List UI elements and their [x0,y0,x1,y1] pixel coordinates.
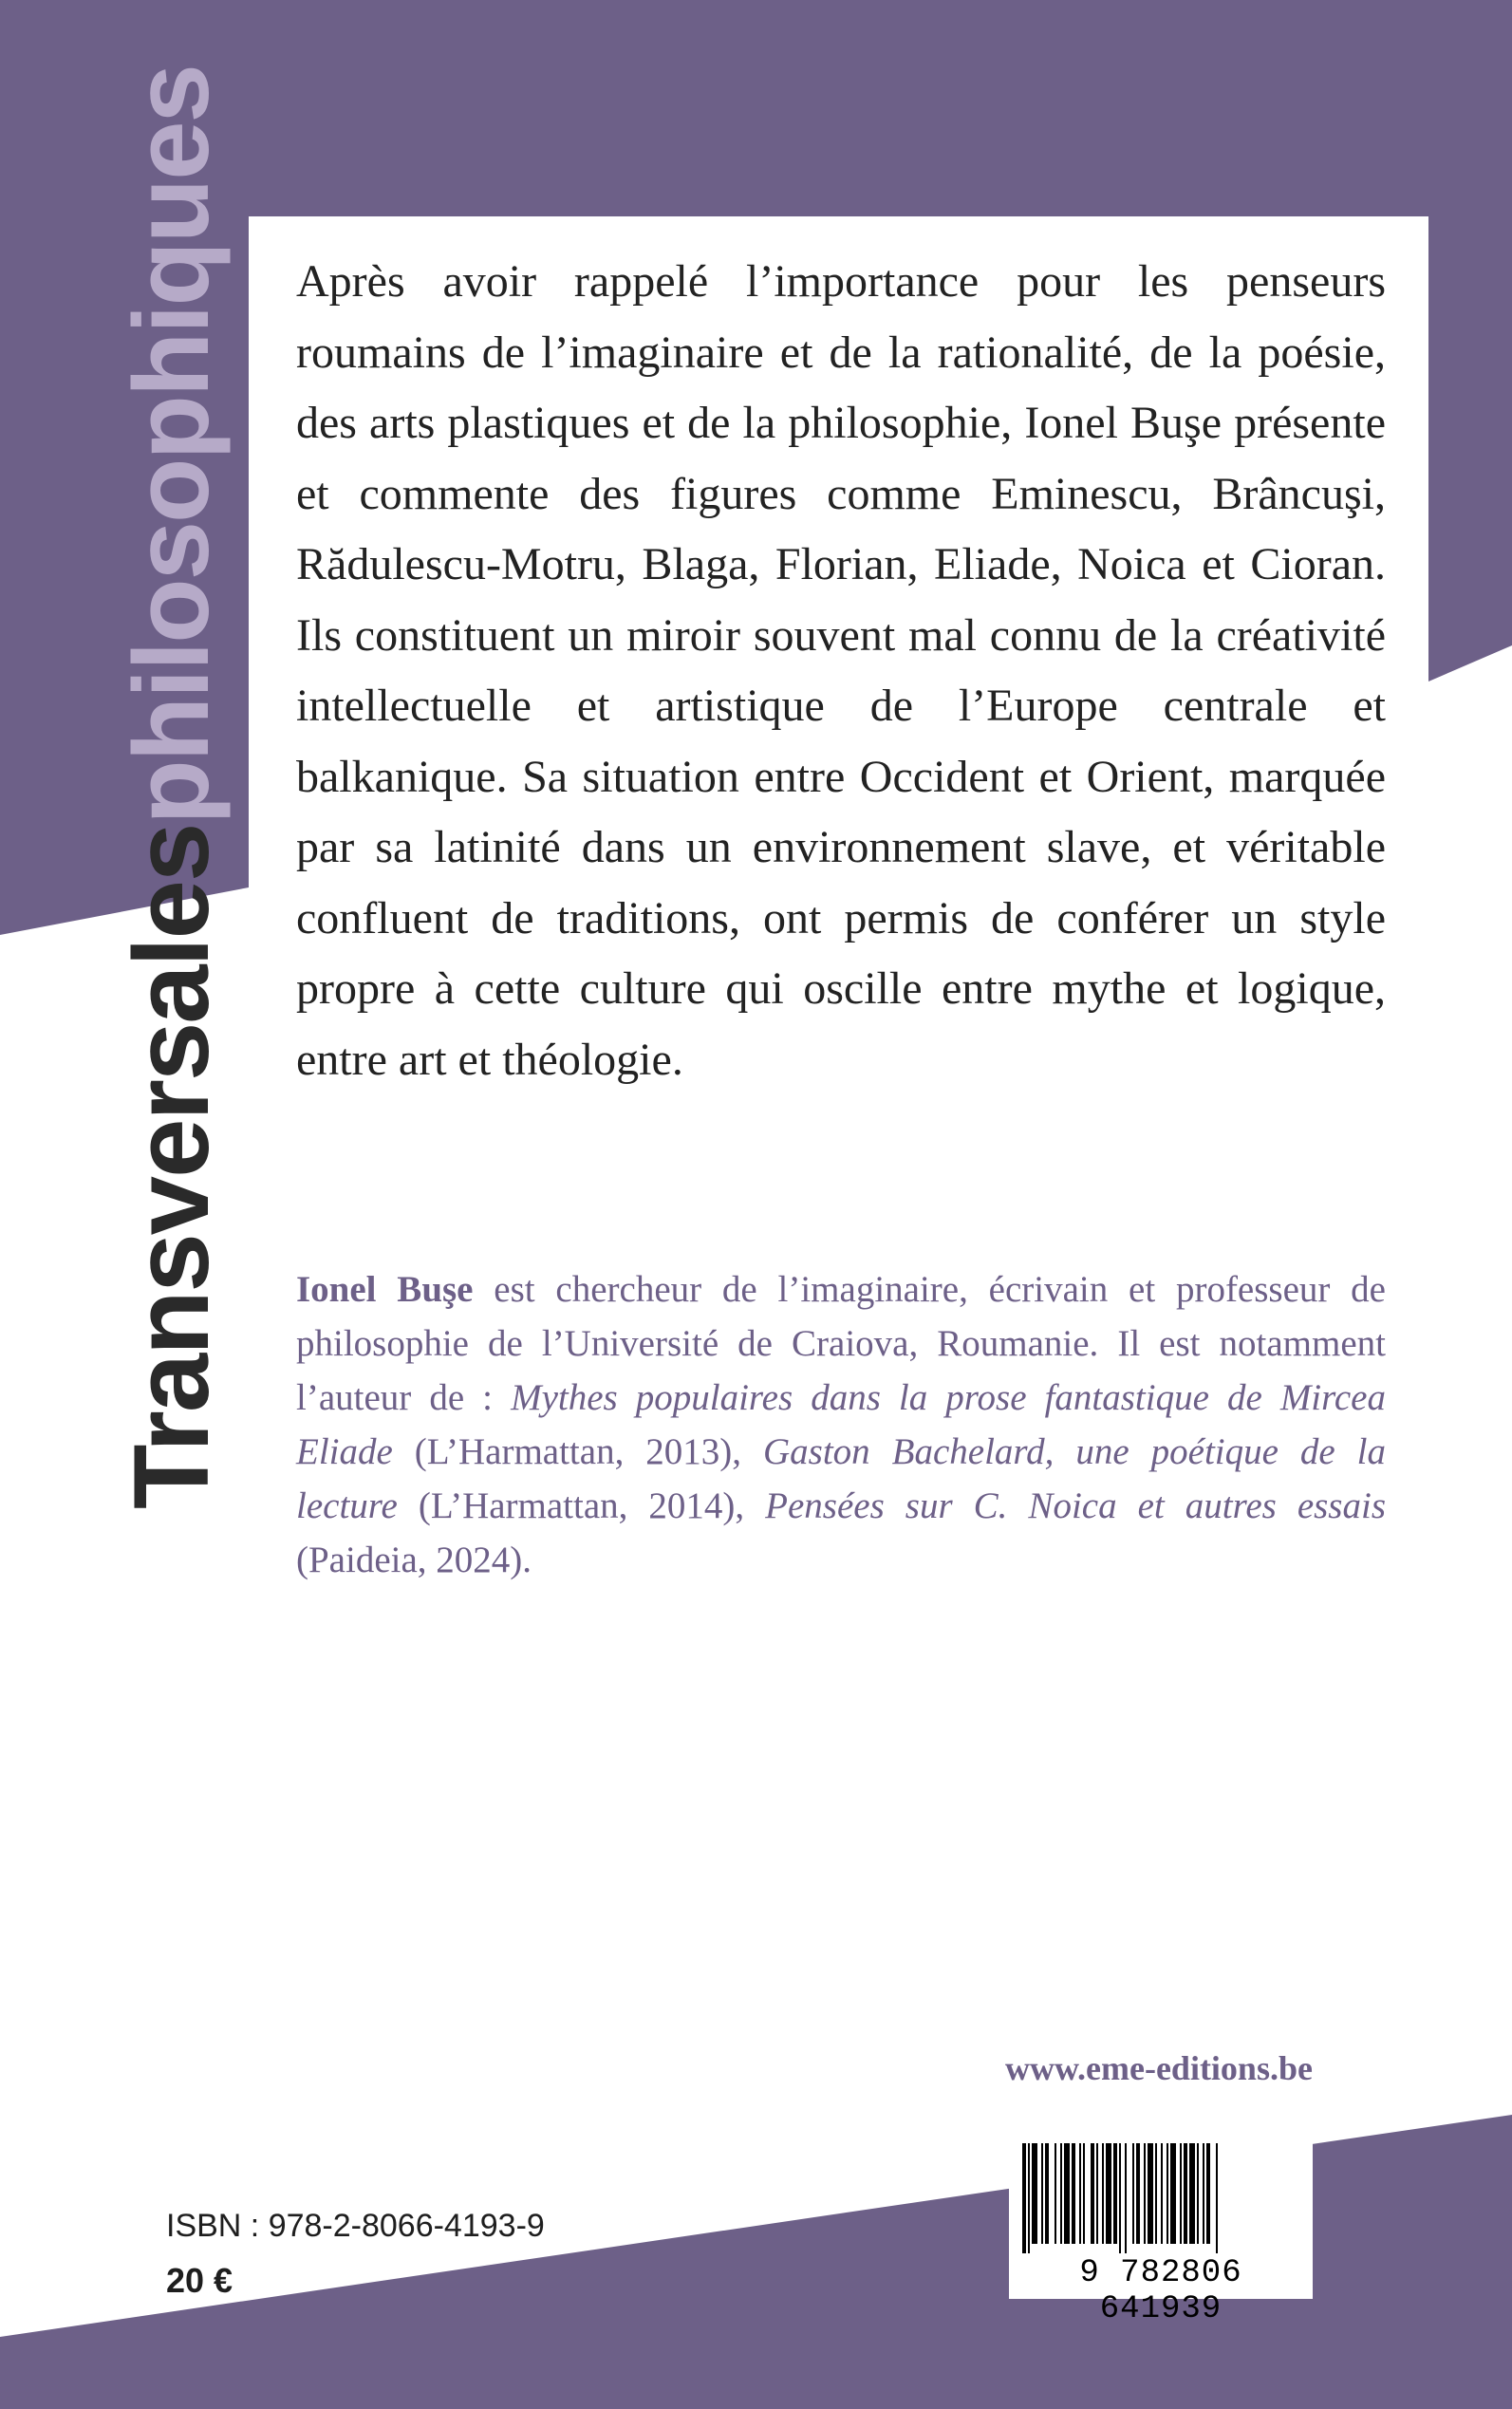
barcode-bar [1189,2143,1195,2244]
bio-text-4: (Paideia, 2024). [296,1540,532,1580]
barcode-bar [1161,2143,1163,2244]
barcode-bar [1155,2143,1157,2244]
barcode-bar [1106,2143,1111,2244]
barcode-bar [1136,2143,1140,2244]
barcode-bar [1096,2143,1098,2244]
book-title-2: Gaston Bachelard, une poétique de la lecture [296,1431,1386,1526]
barcode-bar [1055,2143,1056,2244]
barcode-bar [1144,2143,1146,2244]
barcode-bar [1032,2143,1037,2244]
bio-text-3: (L’Harmattan, 2014), [397,1485,766,1526]
barcode-bar [1148,2143,1153,2244]
barcode [1009,2136,1313,2327]
bio-text-2: (L’Harmattan, 2013), [392,1431,763,1472]
author-bio [296,1262,1386,1587]
barcode-bar [1079,2143,1081,2244]
price-label: 20 € [166,2261,233,2300]
barcode-bar [1184,2143,1187,2244]
barcode-bar [1170,2143,1176,2244]
series-title-vertical [112,65,231,1509]
isbn-label: ISBN : 978-2-8066-4193-9 [166,2208,545,2244]
barcode-bar [1064,2143,1070,2244]
barcode-bar [1091,2143,1094,2244]
barcode-bar [1180,2143,1182,2244]
barcode-bar [1083,2143,1085,2244]
barcode-bar [1072,2143,1075,2244]
barcode-bar [1203,2143,1204,2244]
barcode-bars [1018,2143,1303,2253]
series-title-word-1: Transversales [112,824,231,1509]
series-title-word-2: philosophiques [112,65,231,825]
barcode-number: 9 782806 641939 [1079,2255,1242,2327]
bio-text-1: est chercheur de l’imaginaire, écrivain et professeur de philosophie de l’Université de Craiova, Roumanie. Il est notamment l’auteur de : [296,1269,1386,1418]
barcode-bar [1125,2143,1127,2253]
publisher-website: www.eme-editions.be [1005,2049,1313,2087]
barcode-bar [1113,2143,1117,2244]
book-description: Après avoir rappelé l’importance pour les penseurs roumains de l’imaginaire et de la rationalité, de la poésie, des arts plastiques et de la philosophie, Ionel Buşe présente et commente des figures comme Eminescu, Brâncuşi, Rădulescu-Motru, Blaga, Florian, Eliade, Noica et Cioran. Ils constituent un miroir souvent mal connu de la créativité intellectuelle et artistique de l’Europe centrale et balkanique. Sa situation entre Occident et Orient, marquée par sa latinité dans un environnement slave, et véritable confluent de traditions, ont permis de conférer un style propre à cette culture qui oscille entre mythe et logique, entre art et théologie. [296,256,1386,1085]
barcode-bar [1197,2143,1199,2244]
book-title-1: Mythes populaires dans la prose fantastique de Mircea Eliade [296,1377,1386,1472]
barcode-bar [1206,2143,1210,2244]
barcode-bar [1041,2143,1043,2244]
barcode-bar [1022,2143,1026,2253]
barcode-bar [1102,2143,1104,2244]
book-title-3: Pensées sur C. Noica et autres essais [765,1485,1386,1526]
barcode-bar [1028,2143,1030,2253]
barcode-bar [1060,2143,1062,2244]
barcode-bar [1216,2143,1218,2253]
barcode-bar [1132,2143,1134,2244]
barcode-bar [1167,2143,1168,2244]
barcode-bar [1119,2143,1121,2253]
barcode-bar [1045,2143,1049,2244]
author-name: Ionel Buşe [296,1269,474,1310]
